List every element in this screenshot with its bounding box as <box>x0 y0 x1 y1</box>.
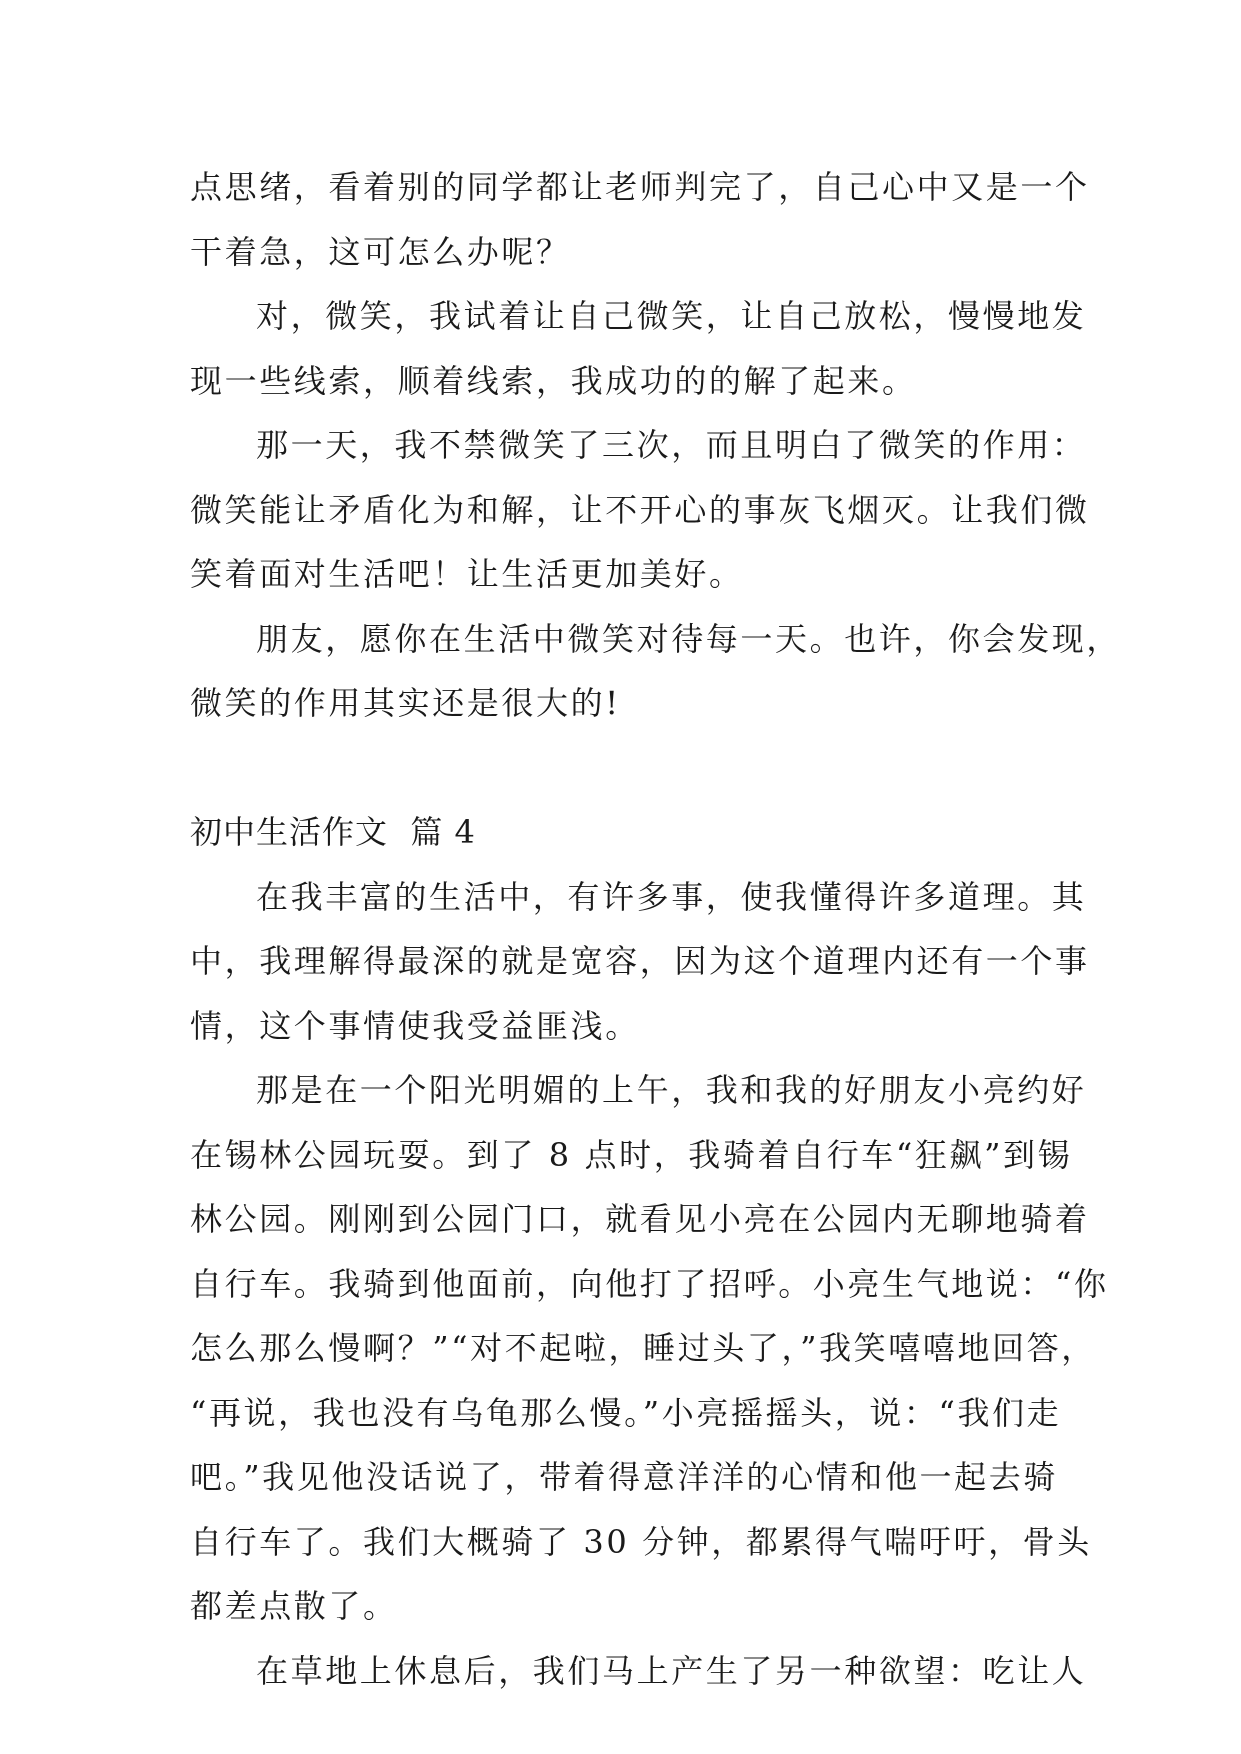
text-line: 都差点散了。 <box>190 1587 398 1625</box>
text-line: 微笑的作用其实还是很大的! <box>190 684 621 722</box>
text-line: 自行车。我骑到他面前，向他打了招呼。小亮生气地说：“你 <box>190 1264 1109 1303</box>
text-line: 笑着面对生活吧！让生活更加美好。 <box>190 555 744 593</box>
text-line: 中，我理解得最深的就是宽容，因为这个道理内还有一个事 <box>190 942 1090 980</box>
text-line: 吧。”我见他没话说了，带着得意洋洋的心情和他一起去骑 <box>190 1458 1058 1496</box>
section-heading: 初中生活作文 篇 4 <box>190 813 476 851</box>
text-line: 自行车了。我们大概骑了 30 分钟，都累得气喘吁吁，骨头 <box>190 1522 1092 1561</box>
text-line: 微笑能让矛盾化为和解，让不开心的事灰飞烟灭。让我们微 <box>190 490 1090 529</box>
paragraph-first-line: 那是在一个阳光明媚的上午，我和我的好朋友小亮约好 <box>256 1071 1087 1109</box>
text-line: “再说，我也没有乌龟那么慢。”小亮摇摇头，说：“我们走 <box>190 1393 1062 1432</box>
paragraph-first-line: 在草地上休息后，我们马上产生了另一种欲望：吃让人 <box>256 1651 1087 1690</box>
text-line: 干着急，这可怎么办呢？ <box>190 232 571 271</box>
paragraph-first-line: 朋友，愿你在生活中微笑对待每一天。也许，你会发现， <box>256 619 1122 658</box>
text-line: 林公园。刚刚到公园门口，就看见小亮在公园内无聊地骑着 <box>190 1200 1090 1238</box>
paragraph-first-line: 那一天，我不禁微笑了三次，而且明白了微笑的作用： <box>256 426 1087 464</box>
text-line: 点思绪，看着别的同学都让老师判完了，自己心中又是一个 <box>190 168 1090 206</box>
text-line: 怎么那么慢啊？”“对不起啦，睡过头了，”我笑嘻嘻地回答， <box>190 1329 1096 1367</box>
section-gap <box>190 736 1060 801</box>
text-line: 情，这个事情使我受益匪浅。 <box>190 1006 640 1045</box>
paragraph-first-line: 对，微笑，我试着让自己微笑，让自己放松，慢慢地发 <box>256 297 1087 335</box>
text-line: 现一些线索，顺着线索，我成功的的解了起来。 <box>190 361 917 400</box>
document-body <box>190 155 1122 1703</box>
paragraph-first-line: 在我丰富的生活中，有许多事，使我懂得许多道理。其 <box>256 877 1087 916</box>
text-line: 在锡林公园玩耍。到了 8 点时，我骑着自行车“狂飙”到锡 <box>190 1135 1073 1174</box>
